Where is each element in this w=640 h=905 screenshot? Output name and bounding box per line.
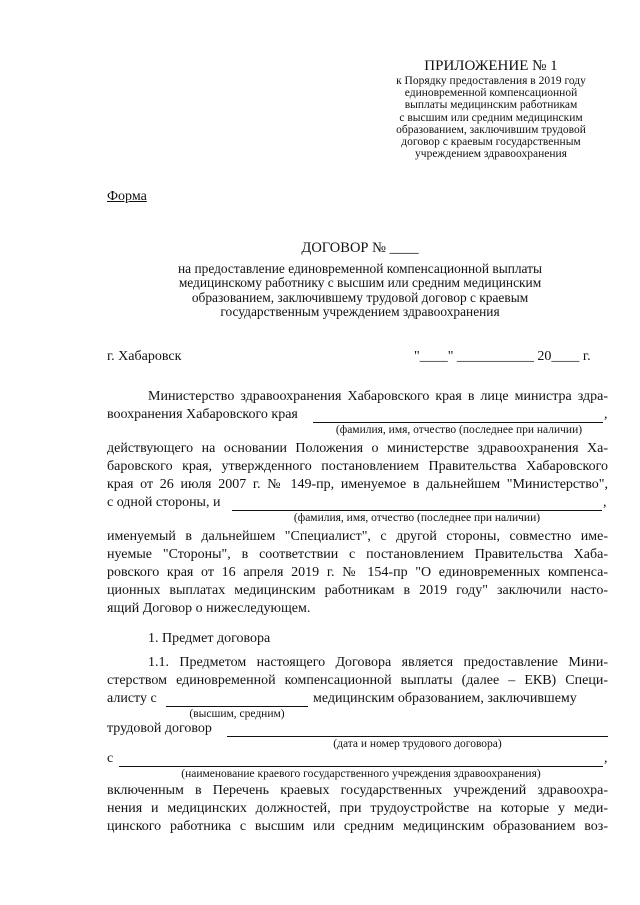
hint-fio-specialist: (фамилия, имя, отчество (последнее при наличии)	[293, 512, 541, 524]
body-line: ционных выплатах медицинским работникам в 2019 году" заключили насто-	[107, 583, 608, 598]
annex-line: единовременной компенсационной	[404, 87, 578, 100]
annex-line: учреждением здравоохранения	[415, 148, 567, 161]
body-line: с	[107, 751, 114, 766]
body-line: баровского края, утвержденного постановлением Правительства Хабаровского	[107, 459, 608, 474]
body-line-end: ,	[604, 407, 608, 422]
body-line: включенным в Перечень краевых государственных учреждений здравоохра-	[107, 783, 608, 798]
subject-line: медицинскому работнику с высшим или средним медицинским	[178, 275, 542, 291]
body-line: нуемые "Стороны", в соответствии с постановлением Правительства Хаба-	[107, 547, 608, 562]
subject-line: образованием, заключившему трудовой договор с краевым	[191, 289, 529, 305]
subject-line: на предоставление единовременной компенсационной выплаты	[178, 261, 542, 276]
body-line: края от 26 июля 2007 г. № 149-пр, именуемое в дальнейшем "Министерство",	[107, 477, 608, 492]
annex-line: договор с краевым государственным	[401, 136, 581, 149]
contract-subject	[150, 262, 570, 319]
fill-line-education-level	[166, 706, 308, 707]
contract-date: "____" ___________ 20____ г.	[414, 349, 591, 364]
body-line: с одной стороны, и	[107, 495, 221, 510]
hint-education-level: (высшим, средним)	[189, 708, 285, 720]
hint-contract-number: (дата и номер трудового договора)	[333, 738, 502, 750]
body-line: цинского работника с высшим или средним медицинским образованием воз-	[107, 819, 608, 834]
body-line: действующего на основании Положения о министерстве здравоохранения Ха-	[107, 441, 608, 456]
subject-line: государственным учреждением здравоохранения	[220, 303, 500, 319]
section-heading: 1. Предмет договора	[148, 631, 271, 646]
contract-city: г. Хабаровск	[107, 349, 182, 364]
body-line: Министерство здравоохранения Хабаровского края в лице министра здра-	[148, 389, 608, 404]
body-line: медицинским образованием, заключившему	[313, 691, 577, 706]
annex-line: к Порядку предоставления в 2019 году	[396, 75, 586, 87]
hint-institution: (наименование краевого государственного учреждения здравоохранения)	[181, 768, 541, 780]
body-line: ровского края от 16 апреля 2019 г. № 154-пр "О единовременных компенса-	[107, 565, 608, 580]
fill-line-minister-name	[313, 422, 603, 423]
body-line: именуемый в дальнейшем "Специалист", с другой стороны, совместно име-	[107, 529, 608, 544]
body-line: ящий Договор о нижеследующем.	[107, 601, 311, 616]
body-line: стерством единовременной компенсационной выплаты (далее – ЕКВ) Специ-	[107, 673, 608, 688]
fill-line-specialist-name	[232, 510, 602, 511]
annex-title: ПРИЛОЖЕНИЕ № 1	[424, 58, 558, 74]
body-line: трудовой договор	[107, 721, 212, 736]
contract-title: ДОГОВОР № ____	[301, 240, 419, 256]
annex-line: выплаты медицинским работникам	[404, 99, 578, 112]
annex-line: образованием, заключившим трудовой	[396, 123, 586, 136]
form-label: Форма	[107, 189, 147, 204]
fill-line-contract-number	[227, 736, 608, 737]
annex-line: с высшим или средним медицинским	[399, 111, 583, 124]
body-line: 1.1. Предметом настоящего Договора является предоставление Мини-	[148, 655, 608, 670]
body-line: воохранения Хабаровского края	[107, 407, 298, 422]
hint-fio: (фамилия, имя, отчество (последнее при наличии)	[335, 424, 583, 436]
annex-subtitle	[360, 75, 622, 160]
body-line: алисту с	[107, 691, 157, 706]
body-line: нения и медицинских должностей, при трудоустройстве на которые у меди-	[107, 801, 608, 816]
body-line-end: ,	[604, 751, 608, 766]
fill-line-institution	[119, 766, 603, 767]
body-line-end: ,	[603, 495, 607, 510]
